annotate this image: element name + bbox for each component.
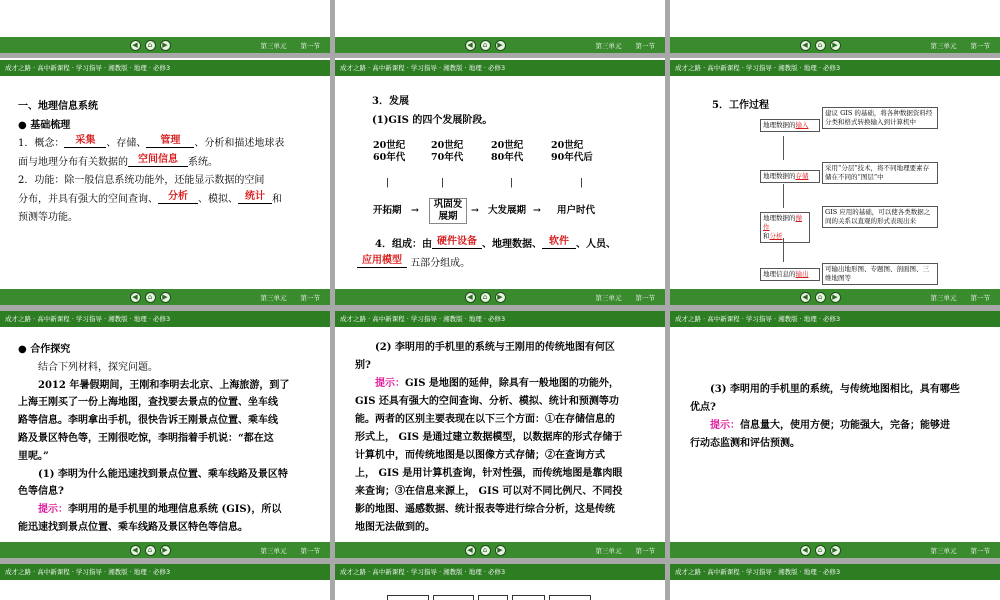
- text: 、地理数据、: [481, 239, 542, 250]
- unit-label: 第三单元: [260, 293, 287, 302]
- text: 行动态监测和评估预测。: [690, 438, 800, 449]
- subheading: ● 合作探究: [18, 344, 71, 355]
- slide-development: 成才之路 · 高中新课程 · 学习指导 · 湘教版 · 地理 · 必修3 3．发展 (1)GIS 的四个发展阶段。 20世纪 60年代 20世纪 70年代 20世纪 80年代 20世纪 90年代后 | | | | 开拓期 → 巩固发 展期 → 大发展期 → 用户时代 4．组成：由 硬件设备 、地理数据、 软件 、人员、 应用模型 五部分组成。 ◀ ⌂ ▶ 第三单元 第一节: [335, 58, 665, 305]
- slide-bottom-mid: [335, 564, 665, 600]
- stage-box: 用户时代: [557, 205, 596, 216]
- answer-blank: 统计: [238, 191, 272, 204]
- nav-bar: [0, 289, 330, 305]
- text: 和: [272, 193, 282, 205]
- back-icon[interactable]: ◀: [465, 40, 476, 51]
- section-label: 第一节: [300, 546, 320, 555]
- flow-arrow: [783, 136, 784, 160]
- question: 色等信息?: [18, 486, 64, 498]
- back-icon[interactable]: ◀: [130, 40, 141, 51]
- forward-icon[interactable]: ▶: [160, 40, 171, 51]
- header-bar: 成才之路 · 高中新课程 · 学习指导 · 湘教版 · 地理 · 必修3: [0, 60, 330, 76]
- header-bar: 成才之路 · 高中新课程 · 学习指导 · 湘教版 · 地理 · 必修3: [670, 311, 1000, 327]
- nav-bar: [670, 37, 1000, 53]
- question: (1) 李明为什么能迅速找到景点位置、乘车线路及景区特: [38, 468, 288, 480]
- section-heading: 3．发展: [372, 96, 409, 107]
- header-bar: 成才之路 · 高中新课程 · 学习指导 · 湘教版 · 地理 · 必修3: [335, 60, 665, 76]
- nav-bar: [0, 37, 330, 53]
- home-icon[interactable]: ⌂: [480, 40, 491, 51]
- nav-bar: [335, 289, 665, 305]
- slide-top-right: [670, 0, 1000, 53]
- text: 系统。: [188, 156, 218, 168]
- section-label: 第一节: [970, 293, 990, 302]
- text: 来查询；③在信息来源上， GIS 可以对不同比例尺、不同投: [355, 486, 623, 497]
- text: 、人员、: [575, 239, 616, 250]
- question: 优点?: [690, 402, 716, 413]
- forward-icon[interactable]: ▶: [495, 40, 506, 51]
- slide-inquiry: [0, 311, 330, 558]
- text: 分布，并具有强大的空间查询、: [18, 193, 158, 205]
- forward-icon[interactable]: ▶: [830, 292, 841, 303]
- slide-top-left: [0, 0, 330, 53]
- era-label: 20世纪 90年代后: [551, 140, 593, 163]
- text: 预测等功能。: [18, 212, 78, 223]
- question: (2) 李明用的手机里的系统与王刚用的传统地图有何区: [375, 342, 615, 353]
- text: 计算机中，而传统地图是以图像方式存储；②在查询方式: [355, 450, 605, 461]
- subheading: ● 基础梳理: [18, 119, 71, 131]
- text: 路等信息。李明拿出手机，很快告诉王刚景点位置、乘车线: [18, 415, 278, 427]
- text: 形式上， GIS 是通过建立数据模型，以数据库的形式存储于: [355, 432, 623, 443]
- question: 别?: [355, 360, 371, 371]
- back-icon[interactable]: ◀: [130, 545, 141, 556]
- slide-bottom-right: [670, 564, 1000, 600]
- flow-desc: 建议 GIS 的基础，将各种数据资料经分类和格式转换输入到计算机中: [822, 107, 938, 129]
- answer-blank: 空间信息: [128, 154, 188, 167]
- home-icon[interactable]: ⌂: [145, 545, 156, 556]
- text: 、分析和描述地球表: [194, 138, 285, 149]
- text: 上， GIS 是用计算机查询，针对性强，而传统地图是靠肉眼: [355, 468, 623, 479]
- header-bar: 成才之路 · 高中新课程 · 学习指导 · 湘教版 · 地理 · 必修3: [0, 311, 330, 327]
- flow-arrow: [783, 238, 784, 262]
- answer-blank: 分析: [158, 191, 198, 204]
- header-bar: 成才之路 · 高中新课程 · 学习指导 · 湘教版 · 地理 · 必修3: [335, 311, 665, 327]
- back-icon[interactable]: ◀: [800, 292, 811, 303]
- text: 里呢。”: [18, 450, 49, 462]
- answer-blank: 应用模型: [357, 255, 407, 268]
- text: 2．功能：除一般信息系统功能外，还能显示数据的空间: [18, 175, 265, 186]
- text: 李明用的是手机里的地理信息系统 (GIS)，所以: [68, 504, 282, 516]
- section-label: 第一节: [970, 546, 990, 555]
- text: 结合下列材料，探究问题。: [38, 361, 158, 373]
- flow-step-analysis: 地理数据的操作 和分析: [760, 212, 810, 243]
- unit-label: 第三单元: [595, 293, 622, 302]
- back-icon[interactable]: ◀: [800, 545, 811, 556]
- forward-icon[interactable]: ▶: [160, 545, 171, 556]
- forward-icon[interactable]: ▶: [495, 292, 506, 303]
- back-icon[interactable]: ◀: [465, 292, 476, 303]
- text: 能。两者的区别主要表现在以下三个方面：①在存储信息的: [355, 414, 615, 425]
- unit-label: 第三单元: [595, 546, 622, 555]
- section-title: 一、地理信息系统: [18, 101, 98, 112]
- forward-icon[interactable]: ▶: [160, 292, 171, 303]
- table-top: [387, 595, 591, 600]
- era-label: 20世纪 60年代: [373, 140, 406, 163]
- unit-label: 第三单元: [930, 41, 957, 50]
- unit-label: 第三单元: [930, 546, 957, 555]
- text: 五部分组成。: [410, 257, 471, 269]
- back-icon[interactable]: ◀: [465, 545, 476, 556]
- flow-desc: GIS 应用的基础，可以使各类数据之间的关系以直观的形式表现出来: [822, 206, 938, 228]
- nav-bar: [335, 542, 665, 558]
- unit-label: 第三单元: [260, 41, 287, 50]
- home-icon[interactable]: ⌂: [480, 292, 491, 303]
- text: 地图无法做到的。: [355, 522, 435, 533]
- header-bar: 成才之路 · 高中新课程 · 学习指导 · 湘教版 · 地理 · 必修3: [0, 564, 330, 580]
- section-label: 第一节: [635, 546, 655, 555]
- forward-icon[interactable]: ▶: [830, 40, 841, 51]
- era-label: 20世纪 70年代: [431, 140, 464, 163]
- forward-icon[interactable]: ▶: [495, 545, 506, 556]
- text: 能迅速找到景点位置、乘车线路及景区特色等信息。: [18, 521, 248, 533]
- text: 、存储、: [106, 138, 147, 149]
- section-label: 第一节: [970, 41, 990, 50]
- section-label: 第一节: [300, 41, 320, 50]
- home-icon[interactable]: ⌂: [480, 545, 491, 556]
- answer-blank: 软件: [542, 236, 576, 249]
- era-label: 20世纪 80年代: [491, 140, 524, 163]
- unit-label: 第三单元: [260, 546, 287, 555]
- forward-icon[interactable]: ▶: [830, 545, 841, 556]
- nav-bar: [335, 37, 665, 53]
- slide-bottom-left: [0, 564, 330, 600]
- flow-step-storage: 地理数据的存储: [760, 170, 820, 183]
- question: (3) 李明用的手机里的系统，与传统地图相比，具有哪些: [710, 384, 960, 395]
- home-icon[interactable]: ⌂: [145, 40, 156, 51]
- header-bar: 成才之路 · 高中新课程 · 学习指导 · 湘教版 · 地理 · 必修3: [670, 564, 1000, 580]
- home-icon[interactable]: ⌂: [815, 545, 826, 556]
- flow-arrow: [783, 184, 784, 208]
- slide-advantages: [670, 311, 1000, 558]
- text: GIS 是地图的延伸，除具有一般地图的功能外，: [405, 378, 619, 389]
- flow-step-input: 地理数据的输入: [760, 119, 820, 132]
- answer-blank: 硬件设备: [432, 236, 482, 249]
- stage-box: 大发展期: [488, 205, 527, 216]
- slide-difference: [335, 311, 665, 558]
- text: 1．概念：: [18, 138, 65, 149]
- slide-concept: [0, 58, 330, 305]
- header-bar: 成才之路 · 高中新课程 · 学习指导 · 湘教版 · 地理 · 必修3: [335, 564, 665, 580]
- section-heading: 5．工作过程: [712, 100, 769, 111]
- section-label: 第一节: [635, 41, 655, 50]
- back-icon[interactable]: ◀: [800, 40, 811, 51]
- hint-label: 提示：: [710, 420, 740, 431]
- nav-bar: [0, 542, 330, 558]
- text: 信息量大，使用方便；功能强大，完备；能够进: [740, 420, 950, 431]
- header-bar: 成才之路 · 高中新课程 · 学习指导 · 湘教版 · 地理 · 必修3: [670, 60, 1000, 76]
- answer-blank: 采集: [64, 135, 106, 148]
- hint-label: 提示：: [38, 504, 68, 516]
- stage-box: 开拓期: [373, 205, 402, 216]
- answer-blank: 管理: [146, 135, 194, 148]
- text: 、模拟、: [198, 193, 238, 205]
- stage-box: 巩固发 展期: [429, 198, 467, 224]
- hint-label: 提示：: [375, 378, 405, 389]
- text: 影的地图、遥感数据、统计报表等进行综合分析，这是传统: [355, 504, 615, 515]
- text: GIS 还具有强大的空间查询、分析、模拟、统计和预测等功: [355, 396, 619, 407]
- unit-label: 第三单元: [595, 41, 622, 50]
- home-icon[interactable]: ⌂: [815, 292, 826, 303]
- slide-top-mid: [335, 0, 665, 53]
- text: (1)GIS 的四个发展阶段。: [372, 114, 493, 126]
- section-label: 第一节: [635, 293, 655, 302]
- home-icon[interactable]: ⌂: [815, 40, 826, 51]
- unit-label: 第三单元: [930, 293, 957, 302]
- text: 4．组成：由: [375, 239, 432, 250]
- flow-step-output: 地理信息的输出: [760, 268, 820, 281]
- slide-workflow: [670, 58, 1000, 305]
- back-icon[interactable]: ◀: [130, 292, 141, 303]
- text: 2012 年暑假期间，王刚和李明去北京、上海旅游，到了: [38, 379, 290, 391]
- section-label: 第一节: [300, 293, 320, 302]
- flow-desc: 采用“分层”技术，将不同地理要素存储在不同的“图层”中: [822, 162, 938, 184]
- text: 面与地理分布有关数据的: [18, 156, 128, 168]
- nav-bar: [670, 542, 1000, 558]
- text: 上海王刚买了一份上海地图，查找要去景点的位置、坐车线: [18, 397, 278, 409]
- text: 路及景区特色等，王刚很吃惊，李明指着手机说：“都在这: [18, 432, 274, 444]
- home-icon[interactable]: ⌂: [145, 292, 156, 303]
- flow-desc: 可输出地形图、专题图、剖面图、三维地图等: [822, 263, 938, 285]
- nav-bar: [670, 289, 1000, 305]
